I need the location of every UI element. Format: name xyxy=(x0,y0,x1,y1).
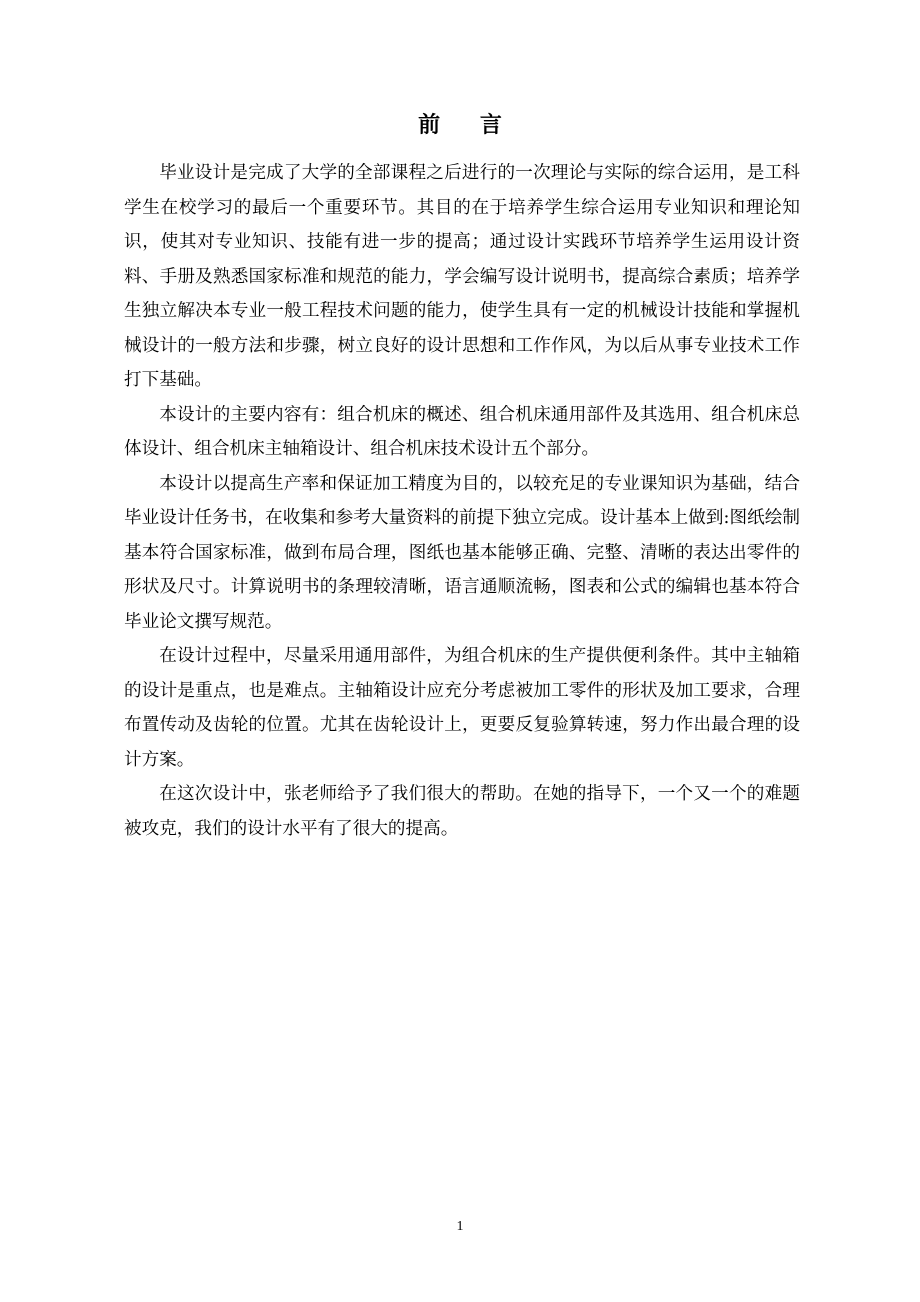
paragraph-3: 本设计以提高生产率和保证加工精度为目的，以较充足的专业课知识为基础，结合毕业设计任务书，在收集和参考大量资料的前提下独立完成。设计基本上做到:图纸绘制基本符合国家标准，做到布局合理，图纸也基本能够正确、完整、清晰的表达出零件的形状及尺寸。计算说明书的条理较清晰，语言通顺流畅，图表和公式的编辑也基本符合毕业论文撰写规范。 xyxy=(124,473,800,632)
paragraph-4: 在设计过程中，尽量采用通用部件，为组合机床的生产提供便利条件。其中主轴箱的设计是重点，也是难点。主轴箱设计应充分考虑被加工零件的形状及加工要求，合理布置传动及齿轮的位置。尤其在齿轮设计上，更要反复验算转速，努力作出最合理的设计方案。 xyxy=(124,646,800,770)
body-text xyxy=(124,156,800,846)
paragraph-1: 毕业设计是完成了大学的全部课程之后进行的一次理论与实际的综合运用，是工科学生在校学习的最后一个重要环节。其目的在于培养学生综合运用专业知识和理论知识，使其对专业知识、技能有进一步的提高；通过设计实践环节培养学生运用设计资料、手册及熟悉国家标准和规范的能力，学会编写设计说明书，提高综合素质；培养学生独立解决本专业一般工程技术问题的能力，使学生具有一定的机械设计技能和掌握机械设计的一般方法和步骤，树立良好的设计思想和工作作风，为以后从事专业技术工作打下基础。 xyxy=(124,163,800,390)
paragraph-2: 本设计的主要内容有：组合机床的概述、组合机床通用部件及其选用、组合机床总体设计、组合机床主轴箱设计、组合机床技术设计五个部分。 xyxy=(124,404,800,459)
paragraph-5: 在这次设计中，张老师给予了我们很大的帮助。在她的指导下，一个又一个的难题被攻克，我们的设计水平有了很大的提高。 xyxy=(124,784,800,839)
page-title: 前 言 xyxy=(418,112,518,138)
page-number: 1 xyxy=(456,1219,464,1234)
